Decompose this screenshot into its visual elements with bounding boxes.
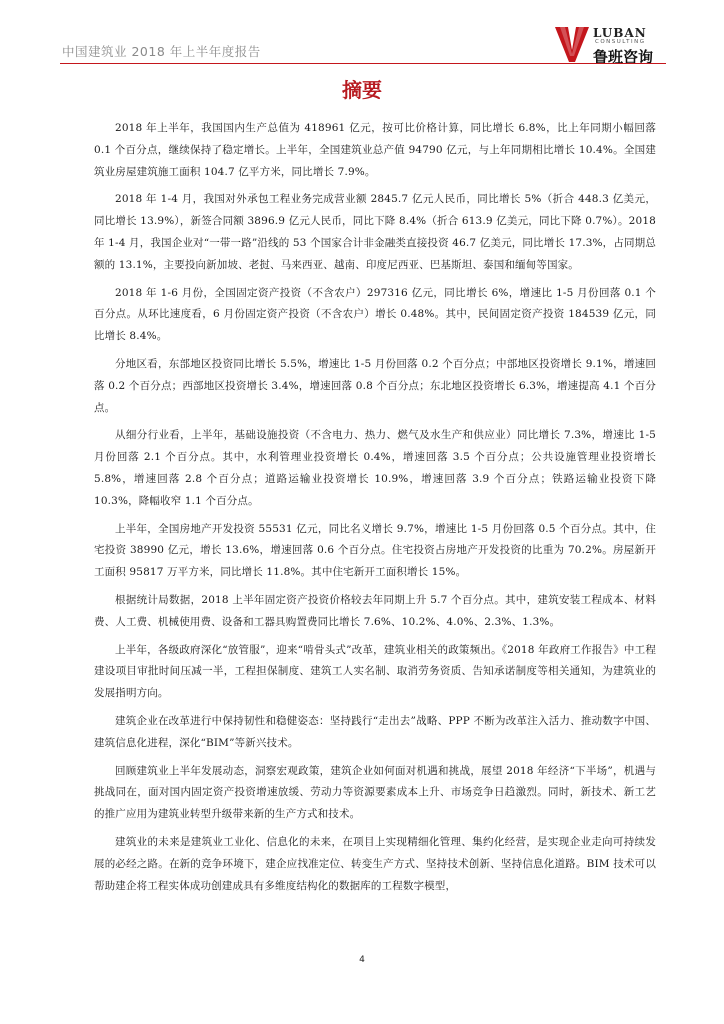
luban-v-icon	[555, 24, 589, 64]
paragraph: 回顾建筑业上半年发展动态，洞察宏观政策，建筑企业如何面对机遇和挑战，展望 2018 年经济“下半场”，机遇与挑战同在，面对国内固定资产投资增速放缓、劳动力等资源要素成本上升、市场竞争日趋激烈。同时，新技术、新工艺的推广应用为建筑业转型升级带来新的生产方式和技术。	[94, 764, 656, 821]
paragraph: 建筑业的未来是建筑业工业化、信息化的未来，在项目上实现精细化管理、集约化经营，是实现企业走向可持续发展的必经之路。在新的竞争环境下，建企应找准定位、转变生产方式、坚持技术创新、坚持信息化道路。BIM 技术可以帮助建企将工程实体成功创建成具有多维度结构化的数据库的工程数字模型，	[94, 835, 656, 892]
page-title: 摘要	[342, 78, 382, 102]
logo-chinese: 鲁班咨询	[593, 48, 654, 66]
logo-subtitle: CONSULTING	[595, 39, 646, 45]
paragraph: 从细分行业看，上半年，基础设施投资（不含电力、热力、燃气及水生产和供应业）同比增长 7.3%，增速比 1-5 月份回落 2.1 个百分点。其中，水利管理业投资增长 0.4%，增速回落 3.5 个百分点；公共设施管理业投资增长 5.8%，增速回落 2.8 个百分点；道路运输业投资增长 10.9%，增速回落 3.9 个百分点；铁路运输业投资下降 10.3%，降幅收窄 1.1 个百分点。	[94, 429, 656, 507]
logo-english: LUBAN	[593, 26, 647, 40]
paragraph: 2018 年上半年，我国国内生产总值为 418961 亿元，按可比价格计算，同比增长 6.8%，比上年同期小幅回落 0.1 个百分点，继续保持了稳定增长。上半年，全国建筑业总产值 94790 亿元，与上年同期相比增长 10.4%。全国建筑业房屋建筑施工面积 104.7 亿平方米，同比增长 7.9%。	[94, 122, 656, 178]
page-number: 4	[359, 955, 365, 965]
report-title: 中国建筑业 2018 年上半年度报告	[62, 44, 261, 59]
paragraph: 2018 年 1-6 月份，全国固定资产投资（不含农户）297316 亿元，同比增长 6%，增速比 1-5 月份回落 0.1 个百分点。从环比速度看，6 月份固定资产投资（不含农户）增长 0.48%。其中，民间固定资产投资 184539 亿元，同比增长 8.4%。	[94, 286, 656, 343]
paragraph: 建筑企业在改革进行中保持韧性和稳健姿态：坚持践行“走出去”战略、PPP 不断为改革注入活力、推动数字中国、建筑信息化进程，深化“BIM”等新兴技术。	[94, 714, 656, 749]
luban-logo	[555, 24, 665, 68]
summary-body	[94, 118, 656, 903]
paragraph: 2018 年 1-4 月，我国对外承包工程业务完成营业额 2845.7 亿元人民币，同比增长 5%（折合 448.3 亿美元，同比增长 13.9%），新签合同额 3896.9 亿元人民币，同比下降 8.4%（折合 613.9 亿美元，同比下降 0.7%）。2018 年 1-4 月，我国企业对“一带一路”沿线的 53 个国家合计非金融类直接投资 46.7 亿美元，同比增长 17.3%，占同期总额的 13.1%，主要投向新加坡、老挝、马来西亚、越南、印度尼西亚、巴基斯坦、泰国和缅甸等国家。	[94, 193, 656, 271]
header-divider	[60, 63, 666, 64]
paragraph: 上半年，各级政府深化“放管服”，迎来“啃骨头式”改革，建筑业相关的政策频出。《2018 年政府工作报告》中工程建设项目审批时间压减一半，工程担保制度、建筑工人实名制、取消劳务资质、告知承诺制度等相关通知，为建筑业的发展指明方向。	[94, 643, 656, 700]
paragraph: 根据统计局数据，2018 上半年固定资产投资价格较去年同期上升 5.7 个百分点。其中，建筑安装工程成本、材料费、人工费、机械使用费、设备和工器具购置费同比增长 7.6%、10.2%、4.0%、2.3%、1.3%。	[94, 593, 656, 628]
paragraph: 上半年，全国房地产开发投资 55531 亿元，同比名义增长 9.7%，增速比 1-5 月份回落 0.5 个百分点。其中，住宅投资 38990 亿元，增长 13.6%，增速回落 0.6 个百分点。住宅投资占房地产开发投资的比重为 70.2%。房屋新开工面积 95817 万平方米，同比增长 11.8%。其中住宅新开工面积增长 15%。	[94, 522, 656, 579]
paragraph: 分地区看，东部地区投资同比增长 5.5%，增速比 1-5 月份回落 0.2 个百分点；中部地区投资增长 9.1%，增速回落 0.2 个百分点；西部地区投资增长 3.4%，增速回落 0.8 个百分点；东北地区投资增长 6.3%，增速提高 4.1 个百分点。	[94, 357, 656, 414]
